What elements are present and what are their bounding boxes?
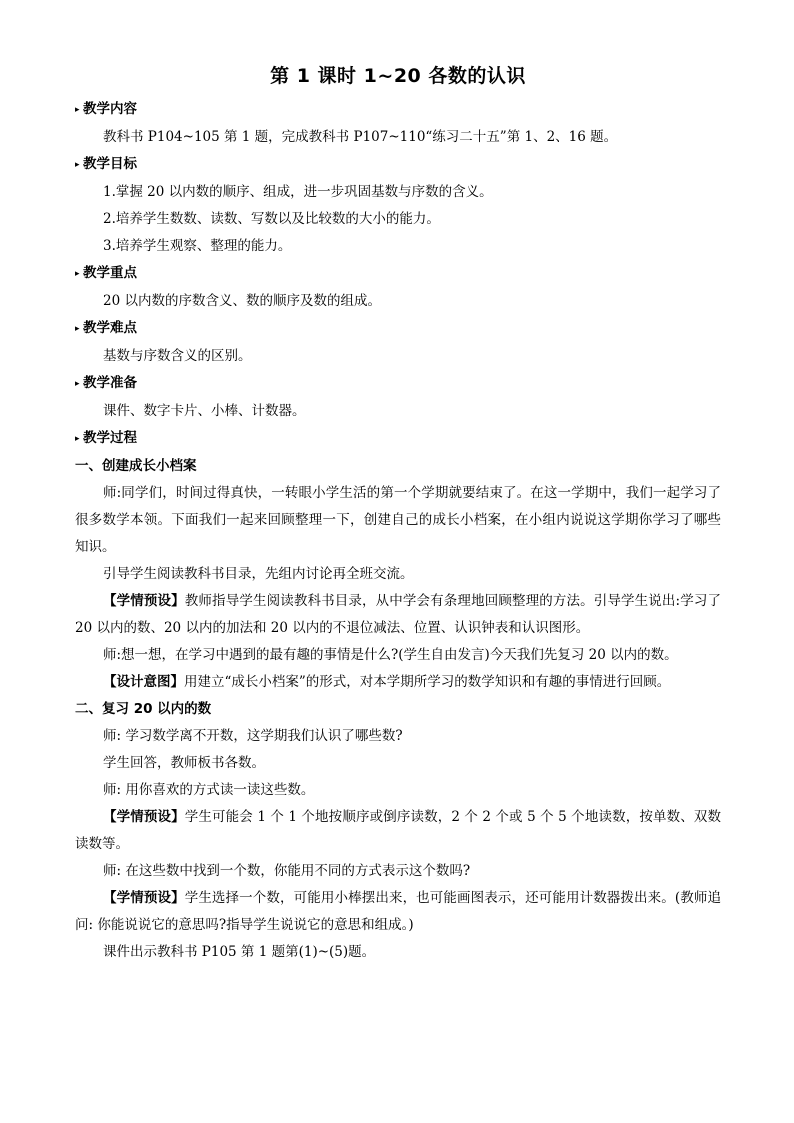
page-title: 第 1 课时 1~20 各数的认识: [270, 65, 526, 87]
goal-item-1: 1.掌握 20 以内数的顺序、组成，进一步巩固基数与序数的含义。: [103, 184, 493, 200]
part2-paragraph-5: 师: 在这些数中找到一个数，你能用不同的方式表示这个数吗?: [103, 863, 471, 879]
bullet-marker-icon: ▸: [75, 160, 80, 170]
part2-paragraph-1: 师: 学习数学离不开数，这学期我们认识了哪些数?: [103, 728, 403, 744]
bullet-marker-icon: ▸: [75, 105, 80, 115]
goal-item-2: 2.培养学生数数、读数、写数以及比较数的大小的能力。: [103, 211, 440, 227]
part1-paragraph-3-text: 教师指导学生阅读教科书目录，从中学会有条理地回顾整理的方法。引导学生说出:学习了 20 以内的数、20 以内的加法和 20 以内的不退位减法、位置、认识钟表和认识图形。: [75, 593, 721, 636]
bullet-marker-icon: ▸: [75, 269, 80, 279]
section-heading-difficulties: [75, 315, 721, 343]
part1-paragraph-2: 引导学生阅读教科书目录，先组内讨论再全班交流。: [103, 566, 414, 582]
part2-paragraph-4-text: 学生可能会 1 个 1 个地按顺序或倒序读数，2 个 2 个或 5 个 5 个地读数，按单数、双数读数等。: [75, 809, 721, 852]
section-heading-content-label: 教学内容: [83, 101, 137, 117]
section-heading-goals: [75, 151, 721, 179]
part2-paragraph-6-text: 学生选择一个数，可能用小棒摆出来，也可能画图表示，还可能用计数器拨出来。(教师追问: 你能说说它的意思吗?指导学生说说它的意思和组成。): [75, 890, 722, 933]
key-points-text: 20 以内数的序数含义、数的顺序及数的组成。: [103, 293, 381, 309]
section-heading-preparation: [75, 370, 721, 398]
section-heading-key-points: [75, 260, 721, 288]
bullet-marker-icon: ▸: [75, 324, 80, 334]
content-text: 教科书 P104~105 第 1 题，完成教科书 P107~110“练习二十五”第 1、2、16 题。: [103, 129, 618, 145]
part1-paragraph-5-text: 用建立“成长小档案”的形式，对本学期所学习的数学知识和有趣的事情进行回顾。: [184, 674, 671, 690]
part2-paragraph-7: 课件出示教科书 P105 第 1 题第(1)~(5)题。: [103, 944, 376, 960]
bullet-marker-icon: ▸: [75, 379, 80, 389]
situation-preset-tag: 【学情预设】: [103, 890, 185, 906]
part2-paragraph-2: 学生回答，教师板书各数。: [103, 755, 265, 771]
section-heading-content: [75, 96, 721, 124]
lesson-plan-page: [75, 62, 721, 966]
part1-heading: 一、创建成长小档案: [75, 458, 197, 474]
bullet-marker-icon: ▸: [75, 434, 80, 444]
part2-heading: 二、复习 20 以内的数: [75, 701, 212, 717]
part1-paragraph-5: [75, 669, 721, 696]
part2-paragraph-4: [75, 804, 721, 858]
situation-preset-tag: 【学情预设】: [103, 809, 185, 825]
part1-paragraph-3: [75, 588, 721, 642]
part1-paragraph-1: 师:同学们，时间过得真快，一转眼小学生活的第一个学期就要结束了。在这一学期中，我们一起学习了很多数学本领。下面我们一起来回顾整理一下，创建自己的成长小档案，在小组内说说这学期你学习了哪些知识。: [75, 485, 721, 555]
goal-item-3: 3.培养学生观察、整理的能力。: [103, 238, 292, 254]
section-heading-preparation-label: 教学准备: [83, 375, 137, 391]
section-heading-difficulties-label: 教学难点: [83, 320, 137, 336]
section-heading-process: [75, 425, 721, 453]
section-heading-key-points-label: 教学重点: [83, 265, 137, 281]
section-heading-process-label: 教学过程: [83, 430, 137, 446]
section-heading-goals-label: 教学目标: [83, 156, 137, 172]
part2-paragraph-6: [75, 885, 721, 939]
difficulties-text: 基数与序数含义的区别。: [103, 348, 252, 364]
part1-paragraph-4: 师:想一想，在学习中遇到的最有趣的事情是什么?(学生自由发言)今天我们先复习 20 以内的数。: [103, 647, 678, 663]
part2-paragraph-3: 师: 用你喜欢的方式读一读这些数。: [103, 782, 315, 798]
preparation-text: 课件、数字卡片、小棒、计数器。: [103, 403, 306, 419]
situation-preset-tag: 【学情预设】: [103, 593, 185, 609]
design-intent-tag: 【设计意图】: [103, 674, 184, 690]
